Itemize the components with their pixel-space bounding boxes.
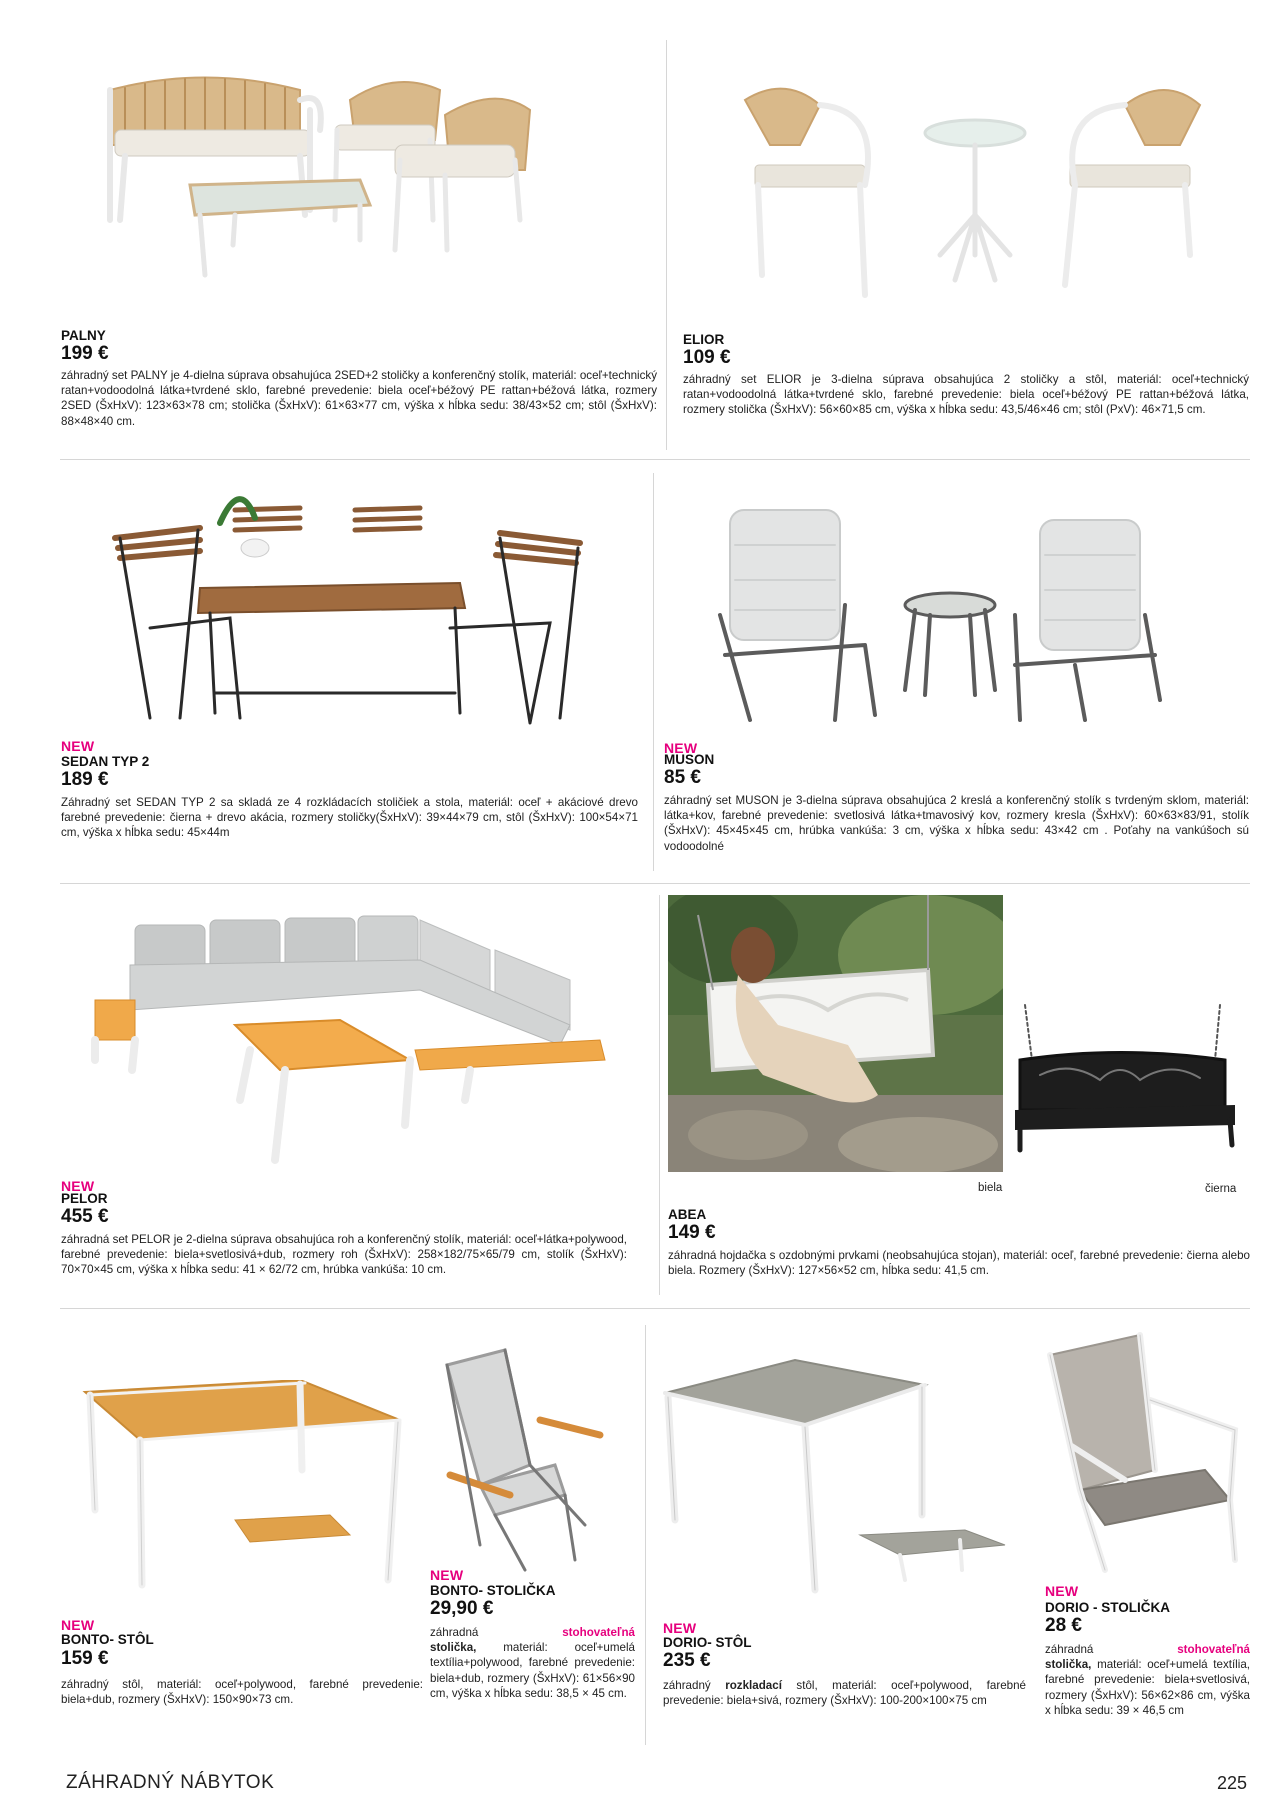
divider-row3 [60,1308,1250,1309]
elior-description: záhradný set ELIOR je 3-dielna súprava obsahujúca 2 stoličky a stôl, materiál: oceľ+technický ratan+vodoodolná látka+tvrdené sklo, farebné prevedenie: biela oceľ+béžový PE rattan+béžová látka, rozmery stolička (ŠxHxV): 56×60×85 cm, výška x hĺbka sedu: 43,5/46×46 cm; stôl (PxV): 46×71,5 cm. [683,373,1249,417]
bonto-stolicka-desc-b: stolička, [430,1641,477,1655]
dorio-stol-desc-b: rozkladací [725,1679,782,1692]
muson-description: záhradný set MUSON je 3-dielna súprava obsahujúca 2 kreslá a konferenčný stolík s tvrdeným sklom, materiál: látka+kov, farebné prevedenie: svetlosivá látka+tmavosivý kov, rozmery kresla (ŠxHxV): 60×63×83/91, stolík (ŠxHxV): 45×45×45 cm, hrúbka vankúša: 3 cm, výška x hĺbka sedu: 43×42 cm . Poťahy na vankúšoch sú vodoodolné [664,794,1249,853]
bonto-stolicka-name: BONTO- STOLIČKA [430,1583,556,1598]
divider-row2-vertical [653,473,654,871]
bonto-stol-new-badge: NEW [61,1617,95,1633]
elior-name: ELIOR [683,332,725,347]
pelor-name: PELOR [61,1191,108,1206]
bonto-chair-image [435,1345,610,1575]
dorio-table-image [660,1355,1010,1595]
dorio-stol-desc-a: záhradný [663,1679,711,1692]
sedan-price: 189 € [61,769,109,790]
dorio-stolicka-price: 28 € [1045,1615,1082,1636]
bonto-stolicka-new-badge: NEW [430,1567,464,1583]
dorio-chair-image [1045,1330,1245,1575]
dorio-stolicka-new-badge: NEW [1045,1583,1079,1599]
sedan-description: Záhradný set SEDAN TYP 2 sa skladá ze 4 rozkládacích stoličiek a stola, materiál: oceľ + akáciové drevo farebné prevedenie: čierna + drevo akácia, rozmery stoličky(ŠxHxV): 39×44×79 cm, stôl (ŠxHxV): 100×54×71 cm, výška x hĺbka sedu: 45×44m [61,796,638,840]
elior-set-image [740,85,1210,310]
divider-row4-vertical [645,1325,646,1745]
pelor-new-badge: NEW [61,1178,95,1194]
divider-row1 [60,459,1250,460]
muson-new-badge: NEW [664,740,698,756]
bonto-stolicka-desc-highlight: stohovateľná [562,1626,635,1639]
palny-price: 199 € [61,343,109,364]
dorio-stol-description [663,1678,1026,1708]
dorio-stol-name: DORIO- STÔL [663,1635,752,1650]
bonto-stol-name: BONTO- STÔL [61,1632,154,1647]
dorio-stol-price: 235 € [663,1650,711,1671]
dorio-stolicka-desc-a: záhradná [1045,1643,1094,1656]
bonto-stolicka-description [430,1625,635,1701]
bonto-stolicka-desc-a: záhradná [430,1626,479,1639]
abea-caption-black: čierna [1205,1183,1237,1195]
sedan-name: SEDAN TYP 2 [61,754,150,769]
pelor-description: záhradná set PELOR je 2-dielna súprava obsahujúca roh a konferenčný stolík, materiál: oceľ+látka+polywood, farebné prevedenie: biela+svetlosivá+dub, rozmery roh (ŠxHxV): 258×182/75×65/79 cm, stolík (ŠxHxV): 70×70×45 cm, výška x hĺbka sedu: 41 × 62/72 cm, hrúbka vankúša: 10 cm. [61,1233,628,1277]
muson-set-image [715,505,1175,730]
section-title: ZÁHRADNÝ NÁBYTOK [66,1772,275,1793]
dorio-stolicka-name: DORIO - STOLIČKA [1045,1600,1171,1615]
divider-row3-vertical [659,895,660,1295]
dorio-stol-new-badge: NEW [663,1620,697,1636]
abea-black-swing-image [1010,1000,1245,1165]
abea-caption-white: biela [978,1182,1003,1194]
bonto-stolicka-desc-c: materiál: oceľ+umelá textília+polywood, farebné prevedenie: biela+dub, rozmery (ŠxHxV): 61×56×90 cm, výška x hĺbka sedu: 38,5 × 45 cm. [430,1641,635,1700]
palny-name: PALNY [61,328,106,343]
dorio-stolicka-desc-highlight: stohovateľná [1177,1643,1250,1656]
muson-name: MUSON [664,752,715,767]
elior-price: 109 € [683,347,731,368]
sedan-set-image [110,478,590,728]
divider-row2 [60,883,1250,884]
bonto-stol-description: záhradný stôl, materiál: oceľ+polywood, farebné prevedenie: biela+dub, rozmery (ŠxHxV): 150×90×73 cm. [61,1678,423,1707]
palny-description: záhradný set PALNY je 4-dielna súprava obsahujúca 2SED+2 stoličky a konferenčný stolík, materiál: oceľ+technický ratan+vodoodolná látka+tvrdené sklo, farebné prevedenie: biela oceľ+béžový PE rattan+béžová látka, rozmery 2SED (ŠxHxV): 123×63×78 cm; stolička (ŠxHxV): 61×63×77 cm, výška x hĺbka sedu: 38/43×52 cm; stôl (ŠxHxV): 88×48×40 cm. [61,369,657,428]
bonto-stol-price: 159 € [61,1648,109,1669]
divider-top-vertical [666,40,667,450]
bonto-table-image [80,1380,410,1595]
abea-name: ABEA [668,1207,707,1222]
abea-description: záhradná hojdačka s ozdobnými prvkami (neobsahujúca stojan), materiál: oceľ, farebné prevedenie: čierna alebo biela. Rozmery (ŠxHxV): 127×56×52 cm, hĺbka sedu: 41,5 cm. [668,1249,1250,1278]
dorio-stol-desc-c: stôl, materiál: oceľ+polywood, farebné prevedenie: biela+sivá, rozmery (ŠxHxV): 100-200×100×75 cm [663,1679,1026,1708]
palny-set-image [95,70,625,320]
dorio-stolicka-desc-c: materiál: oceľ+umelá textília, farebné prevedenie: biela+svetlosivá, rozmery (ŠxHxV): 56×62×86 cm, výška x hĺbka sedu: 39 × 46,5 cm [1045,1658,1250,1717]
sedan-new-badge: NEW [61,738,95,754]
muson-price: 85 € [664,767,701,788]
pelor-price: 455 € [61,1206,109,1227]
abea-lifestyle-photo [668,895,1003,1172]
bonto-stolicka-price: 29,90 € [430,1598,494,1619]
dorio-stolicka-desc-b: stolička, [1045,1658,1092,1672]
abea-price: 149 € [668,1222,716,1243]
dorio-stolicka-description [1045,1642,1250,1718]
page-number: 225 [1217,1773,1248,1793]
pelor-set-image [90,910,610,1175]
